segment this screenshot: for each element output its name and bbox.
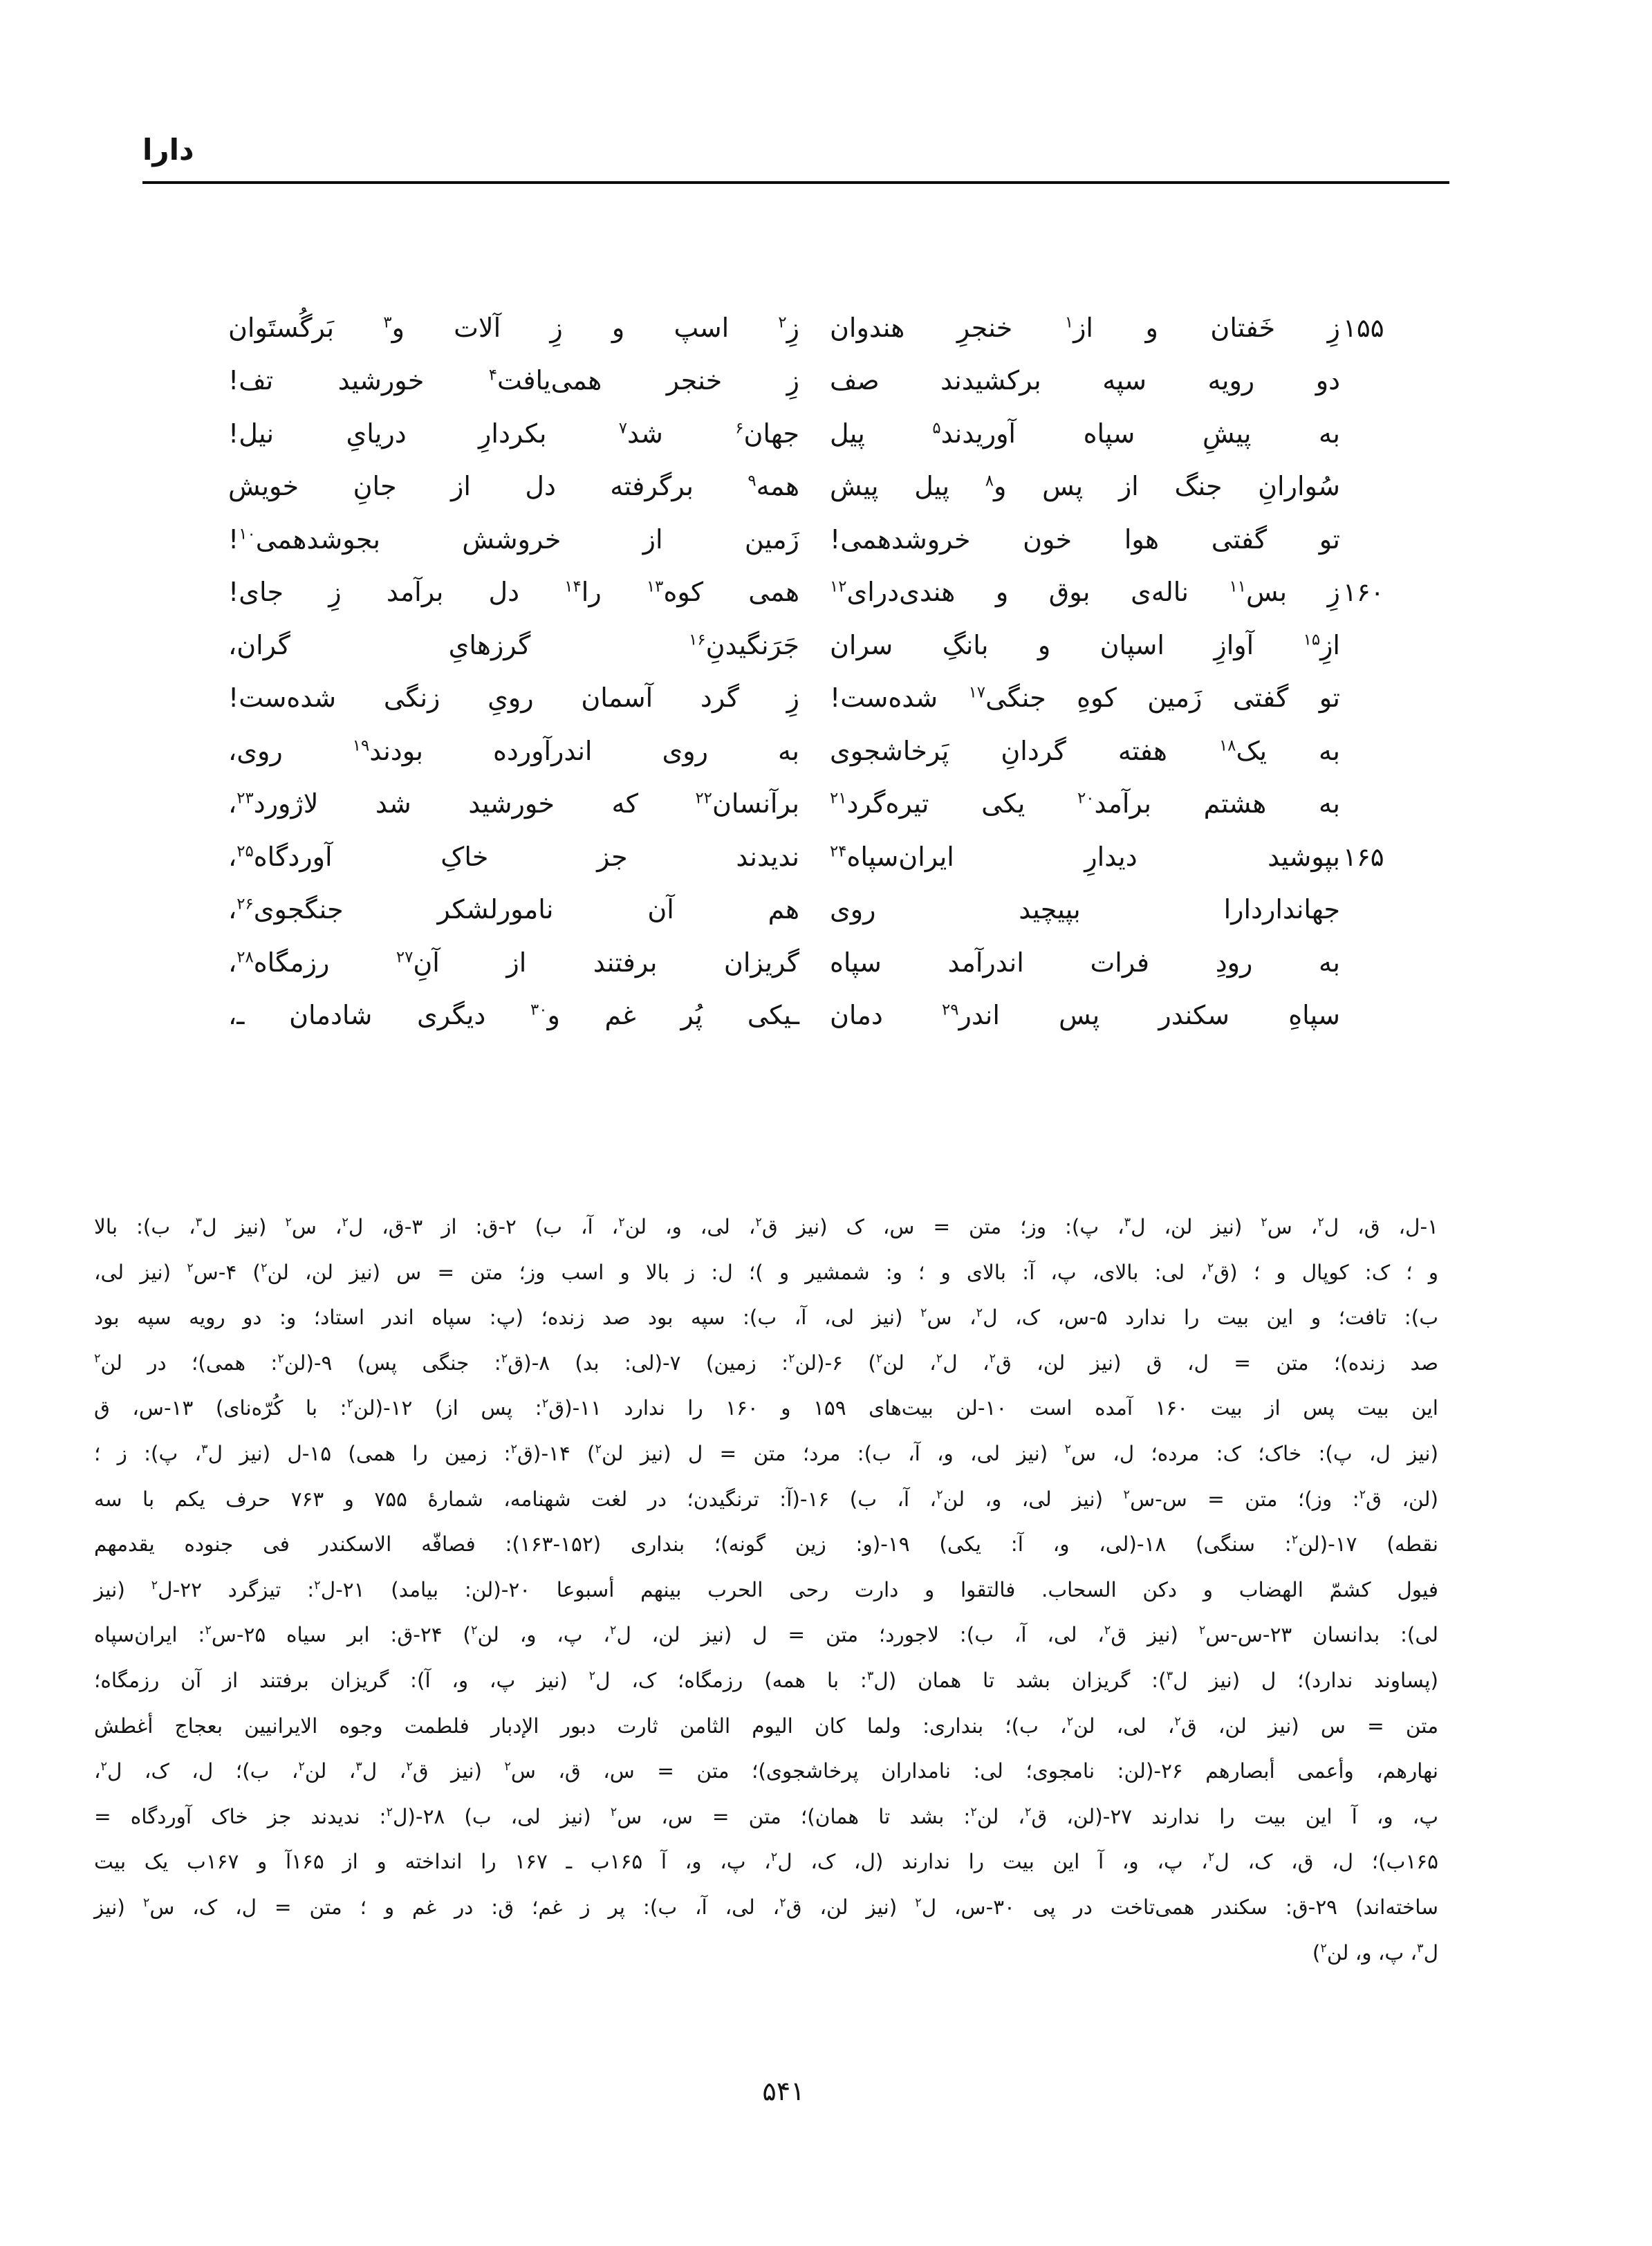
verse-row bbox=[0, 936, 1652, 990]
verse-row bbox=[0, 830, 1652, 884]
apparatus-line: متن = س (نیز لن، ق$^۲$، لی، لن$^۲$، ب)؛ بنداری: ولما کان الیوم الثامن ثارت دبور الإدبار فلطمت وجوه الایرانیین بعجاج أغطش bbox=[94, 1714, 1438, 1738]
verse-row bbox=[0, 619, 1652, 672]
hemistich-second: زَمین از خروشش بجوشدهمی$^{۱۰}$! bbox=[228, 524, 799, 555]
apparatus-line: صد زنده)؛ متن = ل، ق (نیز لن، ق$^۲$، ل$^۲$، لن$^۲$) ۶-(لن$^۲$: زمین) ۷-(لی: بد) ۸-(ق$^۲$: جنگی پس) ۹-(لن$^۲$: همی)؛ در لن$^۲$ bbox=[94, 1351, 1439, 1375]
verse-row bbox=[0, 566, 1652, 619]
hemistich-second: به روی اندرآورده بودند$^{۱۹}$ روی، bbox=[228, 736, 799, 766]
hemistich-second: ندیدند جز خاکِ آوردگاه$^{۲۵}$، bbox=[228, 842, 799, 872]
verse-row bbox=[0, 460, 1652, 513]
apparatus-line: ساخته‌اند) ۲۹-ق: سکندر همی‌تاخت در پی ۳۰-س، ل$^۲$ (نیز لن، ق$^۲$، لی، آ، ب): پر ز غم؛ ق: در غم و ؛ متن = ل، ک، س$^۲$ (نیز bbox=[94, 1895, 1438, 1919]
verse-number: ۱۵۵ bbox=[1343, 313, 1384, 343]
apparatus-line: (لن، ق$^۲$: وز)؛ متن = س-س$^۲$ (نیز لی، و، لن$^۲$، آ، ب) ۱۶-(آ: ترنگیدن؛ در لغت شهنامه، شمارهٔ ۷۵۵ و ۷۶۳ حرف یکم با سه bbox=[94, 1487, 1438, 1511]
header-rule bbox=[142, 181, 1449, 184]
hemistich-first: به پیشِ سپاه آوریدند$^۵$ پیل bbox=[830, 418, 1340, 449]
hemistich-first: ازِ$^{۱۵}$ آوازِ اسپان و بانگِ سران bbox=[830, 630, 1340, 660]
hemistich-first: به یک$^{۱۸}$ هفته گردانِ پَرخاشجوی bbox=[830, 736, 1340, 766]
hemistich-first: تو گفتی هوا خون خروشدهمی! bbox=[830, 524, 1340, 555]
hemistich-second: همی کوه$^{۱۳}$ را$^{۱۴}$ دل برآمد زِ جای! bbox=[228, 577, 799, 607]
hemistich-second: همه$^۹$ برگرفته دل از جانِ خویش bbox=[228, 471, 799, 501]
hemistich-second: جَرَنگیدنِ$^{۱۶}$ گرزهایِ گران، bbox=[228, 630, 799, 660]
apparatus-line: (پساوند ندارد)؛ ل (نیز ل$^۳$): گریزان بشد تا همان (ل$^۳$: با همه) رزمگاه؛ ک، ل$^۲$ (نیز پ، و، آ): گریزان برفتند از آن رزمگاه؛ bbox=[94, 1668, 1438, 1692]
critical-apparatus bbox=[94, 1205, 1438, 1976]
apparatus-line: لی): بدانسان ۲۳-س-س$^۲$ (نیز ق$^۲$، لی، آ، ب): لاجورد؛ متن = ل (نیز لن، ل$^۲$، پ، و، لن$^۲$) ۲۴-ق: ابر سیاه ۲۵-س$^۲$: ایران‌سپاه bbox=[94, 1623, 1438, 1647]
hemistich-second: گریزان برفتند از آنِ$^{۲۷}$ رزمگاه$^{۲۸}$، bbox=[228, 947, 799, 978]
running-head-title: دارا bbox=[142, 133, 194, 167]
hemistich-first: سپاهِ سکندر پس اندر$^{۲۹}$ دمان bbox=[830, 1000, 1340, 1030]
hemistich-second: زِ خنجر همی‌یافت$^۴$ خورشید تف! bbox=[228, 365, 799, 396]
verse-row bbox=[0, 513, 1652, 566]
apparatus-line: نهارهم، وأعمی أبصارهم ۲۶-(لن: نامجوی؛ لی: نامداران پرخاشجوی)؛ متن = س، ق، س$^۲$ (نیز ق$^۲$، ل$^۳$، لن$^۲$، ب)؛ ل، ک، ل$^۲$، bbox=[94, 1759, 1438, 1783]
hemistich-second: زِ$^۲$ اسپ و زِ آلات و$^۳$ بَرگُستَوان bbox=[228, 313, 799, 343]
hemistich-first: سُوارانِ جنگ از پس و$^۸$ پیل پیش bbox=[830, 471, 1340, 501]
hemistich-first: زِ بس$^{۱۱}$ ناله‌ی بوق و هندی‌درای$^{۱۲}$ bbox=[830, 577, 1340, 607]
verse-row bbox=[0, 883, 1652, 936]
verse-row bbox=[0, 407, 1652, 461]
apparatus-line: ل$^۳$، پ، و، لن$^۲$) bbox=[1312, 1940, 1438, 1965]
hemistich-second: برآنسان$^{۲۲}$ که خورشید شد لاژورد$^{۲۳}$، bbox=[228, 788, 799, 819]
hemistich-first: زِ خَفتان و از$^۱$ خنجرِ هندوان bbox=[830, 313, 1340, 343]
hemistich-second: ـیکی پُر غم و$^{۳۰}$ دیگری شادمان ـ، bbox=[228, 1000, 799, 1030]
verse-row bbox=[0, 989, 1652, 1042]
verse-number: ۱۶۰ bbox=[1343, 577, 1384, 607]
hemistich-first: تو گفتی زَمین کوهِ جنگی$^{۱۷}$ شده‌ست! bbox=[830, 683, 1340, 713]
hemistich-first: بپوشید دیدارِ ایران‌سپاه$^{۲۴}$ bbox=[830, 842, 1340, 872]
verse-row bbox=[0, 354, 1652, 407]
verse-row bbox=[0, 777, 1652, 830]
hemistich-second: زِ گرد آسمان رویِ زنگی شده‌ست! bbox=[228, 683, 799, 713]
hemistich-second: هم آن نامور‌لشکر جنگجوی$^{۲۶}$، bbox=[228, 894, 799, 925]
apparatus-line: و ؛ ک: کوپال و ؛ (ق$^۲$، لی: بالای، پ، آ: بالای و ؛ و: شمشیر و )؛ ل: ز بالا و اسب وز؛ متن = س (نیز لن، لن$^۲$) ۴-س$^۲$ (نیز لی، bbox=[94, 1260, 1438, 1284]
verse-row bbox=[0, 671, 1652, 725]
hemistich-first: دو رویه سپه برکشیدند صف bbox=[830, 365, 1340, 396]
apparatus-line: ۱-ل، ق، ل$^۲$، س$^۲$ (نیز لن، ل$^۳$، پ): وز؛ متن = س، ک (نیز ق$^۲$، لی، و، لن$^۲$، آ، ب) ۲-ق: از ۳-ق، ل$^۲$، س$^۲$ (نیز ل$^۳$، ب): بالا bbox=[94, 1215, 1438, 1238]
verse-number: ۱۶۵ bbox=[1343, 842, 1384, 872]
apparatus-line: نقطه) ۱۷-(لن$^۲$: سنگی) ۱۸-(لی، و، آ: یکی) ۱۹-(و: زین گونه)؛ بنداری (۱۵۲-۱۶۳): فصافّه الاسکندر فی جنوده یقدمهم bbox=[94, 1532, 1438, 1557]
hemistich-first: به هشتم برآمد$^{۲۰}$ یکی تیره‌گرد$^{۲۱}$ bbox=[830, 788, 1340, 819]
hemistich-second: جهان$^۶$ شد$^۷$ بکردارِ دریایِ نیل! bbox=[228, 418, 799, 449]
page-number: ۵۴۱ bbox=[762, 2076, 805, 2106]
apparatus-line: این بیت پس از بیت ۱۶۰ آمده است ۱۰-لن بیت‌های ۱۵۹ و ۱۶۰ را ندارد ۱۱-(ق$^۲$: پس از) ۱۲-(لن$^۲$: با کُرّه‌نای) ۱۳-س، ق bbox=[94, 1396, 1438, 1420]
verse-row bbox=[0, 301, 1652, 355]
apparatus-line: ب): تافت؛ و این بیت را ندارد ۵-س، ک، ل$^۲$، س$^۲$ (نیز لی، آ، ب): سپه بود صد زنده؛ (پ: سپاه اندر استاد؛ و: دو رویه سپه بود bbox=[94, 1306, 1438, 1330]
apparatus-line: ۱۶۵ب)؛ ل، ق، ک، ل$^۲$، پ، و، آ این بیت را ندارند (ل، ک، ل$^۲$، پ، و، آ ۱۶۵ب ـ ۱۶۷ را انداخته و از ۱۶۵آ و ۱۶۷ب یک بیت bbox=[94, 1850, 1438, 1874]
verse-row bbox=[0, 725, 1652, 778]
hemistich-first: به رودِ فرات اندرآمد سپاه bbox=[830, 947, 1340, 978]
poem-block bbox=[0, 301, 1652, 1069]
apparatus-line: پ، و، آ این بیت را ندارند ۲۷-(لن، ق$^۲$، لن$^۲$: بشد تا همان)؛ متن = س، س$^۲$ (نیز لی، ب) ۲۸-(ل$^۲$: ندیدند جز خاک آوردگاه = bbox=[94, 1804, 1438, 1828]
apparatus-line: (نیز ل، پ): خاک؛ ک: مرده؛ ل، س$^۲$ (نیز لی، و، آ، ب): مرد؛ متن = ل (نیز لن$^۲$) ۱۴-(ق$^۲$: زمین را همی) ۱۵-ل (نیز ل$^۳$، پ): ز ؛ bbox=[94, 1441, 1438, 1465]
apparatus-line: فیول کشمّ الهضاب و دکن السحاب. فالتقوا و دارت رحی الحرب بینهم أسبوعا ۲۰-(لن: بیامد) ۲۱-ل$^۲$: تیزگرد ۲۲-ل$^۲$ (نیز bbox=[94, 1577, 1439, 1602]
hemistich-first: جهاندار‌دارا بپیچید روی bbox=[830, 894, 1340, 925]
